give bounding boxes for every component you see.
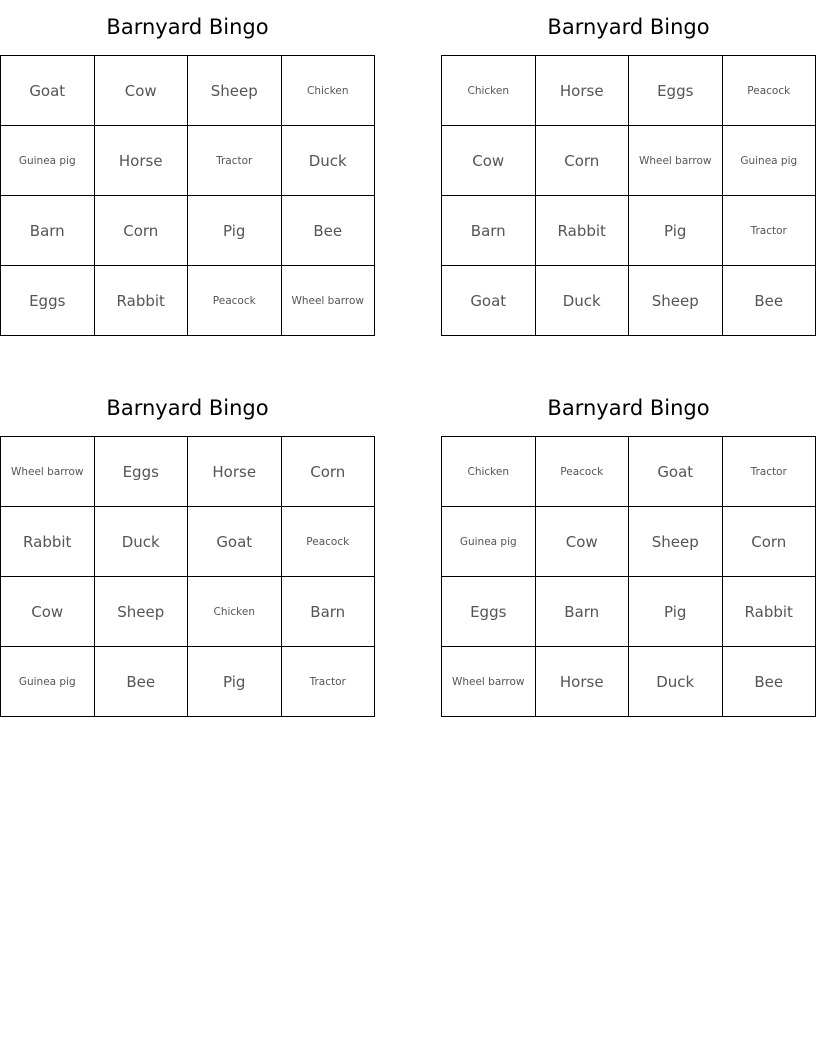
bingo-cell: Sheep	[188, 56, 282, 126]
bingo-cell: Rabbit	[1, 507, 95, 577]
card-title: Barnyard Bingo	[106, 396, 269, 420]
bingo-cell: Guinea pig	[723, 126, 816, 196]
bingo-cell: Guinea pig	[442, 507, 536, 577]
bingo-card-2	[441, 0, 816, 336]
bingo-cell: Barn	[1, 196, 95, 266]
bingo-cell: Wheel barrow	[442, 647, 536, 717]
bingo-cell: Guinea pig	[1, 647, 95, 717]
bingo-cell: Cow	[442, 126, 536, 196]
bingo-cell: Goat	[1, 56, 95, 126]
bingo-grid	[0, 436, 375, 717]
bingo-cell: Sheep	[629, 507, 723, 577]
bingo-cell: Bee	[723, 647, 816, 717]
bingo-cell: Eggs	[629, 56, 723, 126]
bingo-cell: Corn	[282, 437, 376, 507]
bingo-cell: Pig	[629, 196, 723, 266]
bingo-cell: Cow	[1, 577, 95, 647]
bingo-cell: Duck	[629, 647, 723, 717]
bingo-cell: Cow	[536, 507, 630, 577]
bingo-cell: Peacock	[188, 266, 282, 336]
bingo-grid	[0, 55, 375, 336]
bingo-cell: Chicken	[442, 56, 536, 126]
bingo-grid	[441, 55, 816, 336]
bingo-cell: Tractor	[723, 196, 816, 266]
bingo-cell: Horse	[188, 437, 282, 507]
bingo-cell: Wheel barrow	[629, 126, 723, 196]
bingo-cell: Corn	[536, 126, 630, 196]
bingo-card-1	[0, 0, 375, 336]
bingo-cell: Corn	[95, 196, 189, 266]
bingo-cell: Chicken	[282, 56, 376, 126]
card-title: Barnyard Bingo	[547, 15, 710, 39]
bingo-cell: Horse	[95, 126, 189, 196]
bingo-cell: Eggs	[95, 437, 189, 507]
bingo-cell: Rabbit	[95, 266, 189, 336]
bingo-cell: Wheel barrow	[282, 266, 376, 336]
bingo-cell: Sheep	[95, 577, 189, 647]
bingo-cell: Cow	[95, 56, 189, 126]
bingo-cell: Tractor	[188, 126, 282, 196]
bingo-cell: Duck	[282, 126, 376, 196]
bingo-card-4	[441, 381, 816, 717]
bingo-cell: Pig	[188, 196, 282, 266]
bingo-cell: Corn	[723, 507, 816, 577]
bingo-cell: Guinea pig	[1, 126, 95, 196]
bingo-cell: Horse	[536, 56, 630, 126]
bingo-cell: Bee	[723, 266, 816, 336]
bingo-cell: Peacock	[282, 507, 376, 577]
bingo-cell: Goat	[629, 437, 723, 507]
bingo-cell: Tractor	[282, 647, 376, 717]
bingo-cell: Goat	[188, 507, 282, 577]
bingo-cell: Chicken	[442, 437, 536, 507]
bingo-cell: Barn	[442, 196, 536, 266]
bingo-cell: Tractor	[723, 437, 816, 507]
card-title: Barnyard Bingo	[106, 15, 269, 39]
bingo-cell: Duck	[536, 266, 630, 336]
bingo-cell: Goat	[442, 266, 536, 336]
bingo-cell: Pig	[629, 577, 723, 647]
bingo-cell: Eggs	[442, 577, 536, 647]
bingo-cell: Rabbit	[723, 577, 816, 647]
card-title: Barnyard Bingo	[547, 396, 710, 420]
bingo-cell: Rabbit	[536, 196, 630, 266]
bingo-cell: Horse	[536, 647, 630, 717]
bingo-card-3	[0, 381, 375, 717]
bingo-cell: Duck	[95, 507, 189, 577]
bingo-cell: Barn	[282, 577, 376, 647]
bingo-cell: Bee	[95, 647, 189, 717]
bingo-cell: Barn	[536, 577, 630, 647]
bingo-grid	[441, 436, 816, 717]
bingo-cell: Chicken	[188, 577, 282, 647]
bingo-cell: Eggs	[1, 266, 95, 336]
bingo-cell: Pig	[188, 647, 282, 717]
bingo-cell: Bee	[282, 196, 376, 266]
bingo-cell: Peacock	[723, 56, 816, 126]
bingo-cell: Peacock	[536, 437, 630, 507]
bingo-cell: Wheel barrow	[1, 437, 95, 507]
bingo-cell: Sheep	[629, 266, 723, 336]
